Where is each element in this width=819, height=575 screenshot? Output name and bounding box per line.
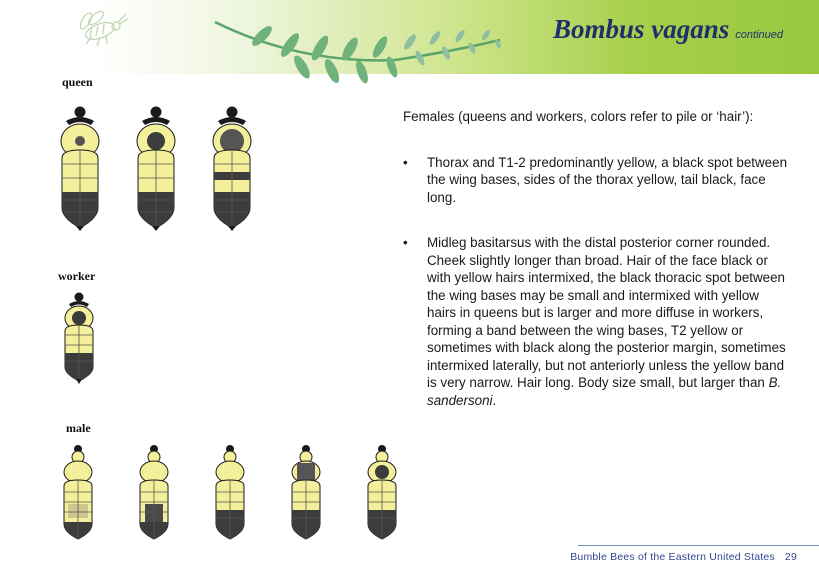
bullet-midleg-end: . [492,392,497,408]
header-band [0,0,819,74]
caste-label-queen: queen [62,75,93,89]
footer-book-title: Bumble Bees of the Eastern United States [570,551,775,563]
caste-label-worker: worker [58,269,96,283]
queen-diagram-1 [56,104,104,232]
footer-rule [578,545,819,546]
queen-diagram-2 [132,104,180,232]
bullet-thorax: • Thorax and T1-2 predominantly yellow, a black spot between the wing bases, sides of the thorax yellow, tail black, face long. [403,154,788,207]
male-diagram-5 [364,444,400,542]
bullet-midleg-text: Midleg basitarsus with the distal posterior corner rounded. Cheek slightly longer than broad. Hair of the face black or with yellow hairs intermixed, the black thoracic spot between the wing bases may be small and intermixed with yellow hairs in queens but is larger and more diffuse in workers, forming a band between the wing bases, T2 yellow or sometimes with black along the posterior margin, sometimes intermixed laterally, but not anteriorly unless the yellow band is very narrow. Hair long. Body size small, but larger than [427,235,786,390]
male-diagram-4 [288,444,324,542]
caste-label-male: male [66,421,91,435]
queen-diagram-3 [208,104,256,232]
page-number: 29 [784,551,797,563]
description-text [403,108,788,437]
description-bullets [403,154,788,410]
leaf-branch-icon [215,22,502,85]
species-name: Bombus vagans [552,14,730,44]
species-reference: B. sandersoni [427,375,782,408]
bee-icon [78,9,128,46]
title-continued: continued [735,29,783,41]
male-diagram-2 [136,444,172,542]
page-footer [570,551,797,563]
worker-diagram [61,291,97,385]
male-diagram-1 [60,444,96,542]
description-intro: Females (queens and workers, colors refer to pile or ‘hair’): [403,109,754,124]
male-diagram-3 [212,444,248,542]
bullet-midleg [403,234,788,409]
page-title [553,14,783,45]
